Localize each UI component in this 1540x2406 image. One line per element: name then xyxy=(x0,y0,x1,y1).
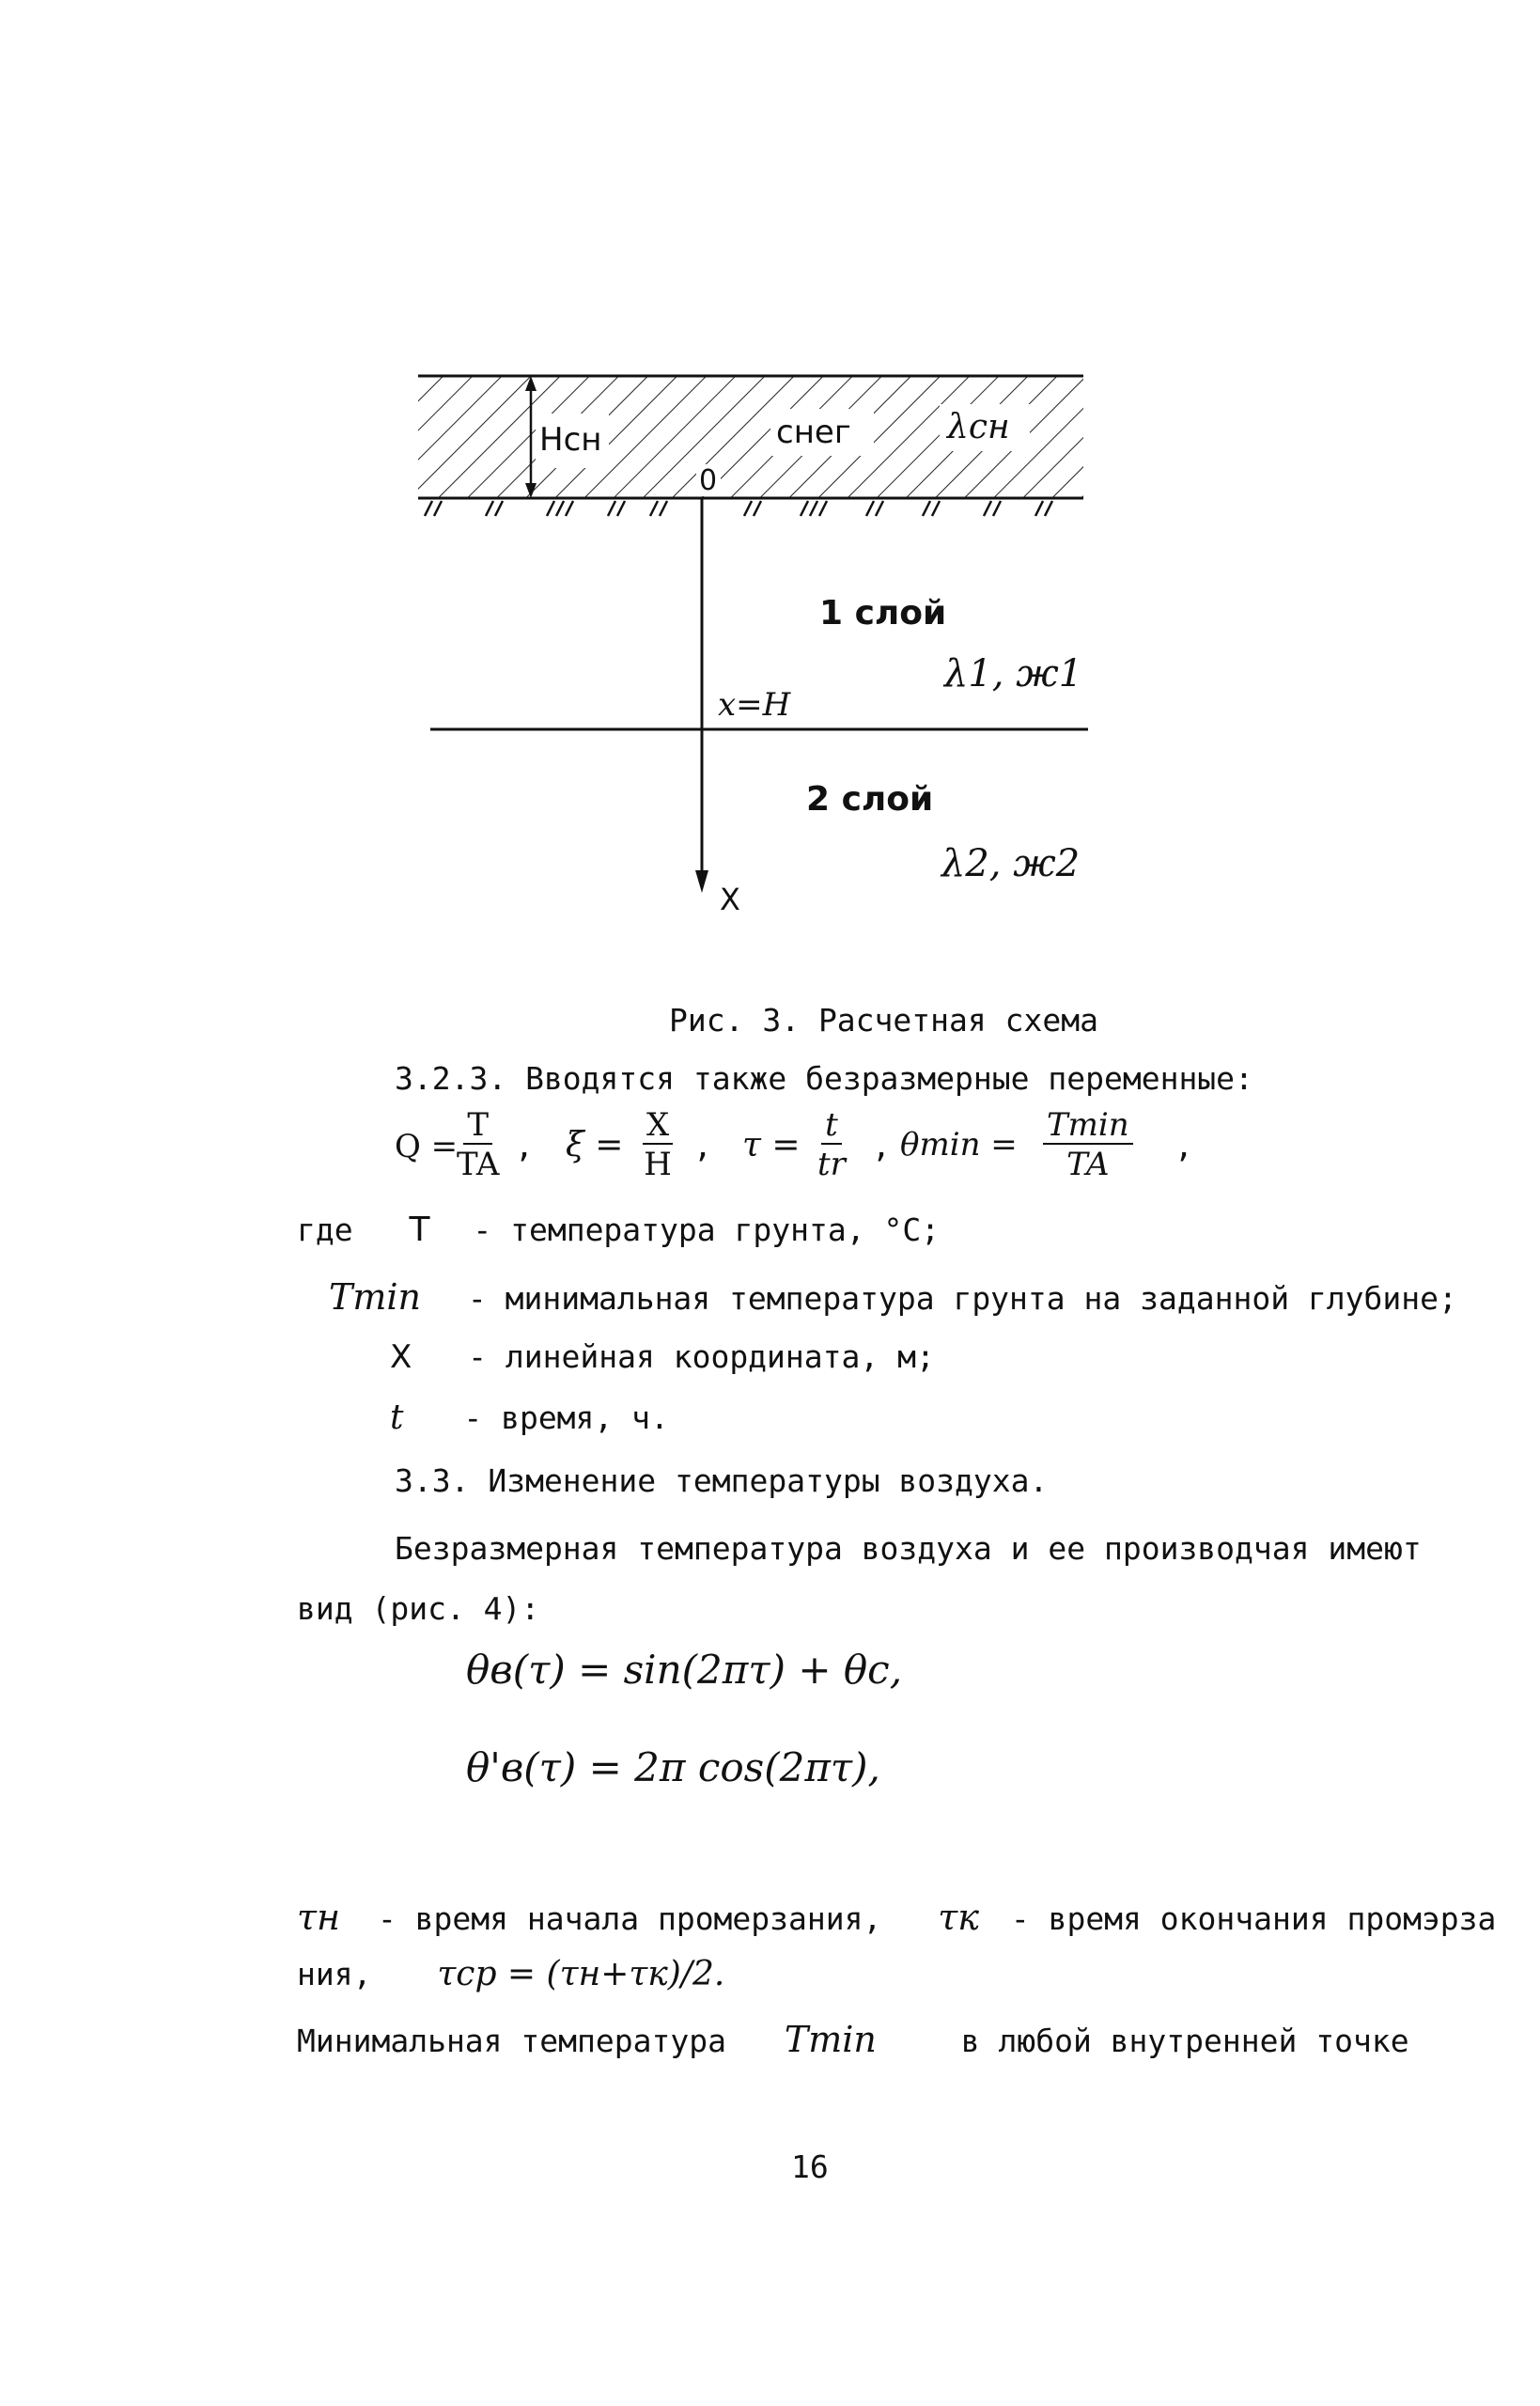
last-line-prefix: Минимальная температура xyxy=(297,2023,726,2059)
definition-symbol: t xyxy=(390,1398,404,1437)
formula-theta-den: TA xyxy=(457,1146,500,1183)
label-boundary: x=H xyxy=(718,686,791,724)
last-line xyxy=(297,2019,1409,2060)
tau-definitions-line-2 xyxy=(297,1955,724,1993)
formula-thmin-lhs: θmin = xyxy=(900,1126,1018,1164)
figure-caption: Рис. 3. Расчетная схема xyxy=(669,1002,1098,1039)
tau-line-2-prefix: ния, xyxy=(297,1956,372,1992)
ground-hatch xyxy=(425,501,1052,516)
definition-text: - линейная координата, м; xyxy=(468,1338,935,1375)
formula-tau-num: t xyxy=(821,1109,842,1145)
section-33-paragraph-line-1: Безразмерная температура воздуха и ее производчая имеют xyxy=(395,1530,1422,1567)
last-line-symbol: Tmin xyxy=(784,2019,877,2060)
definition-symbol: X xyxy=(390,1338,412,1376)
label-origin: 0 xyxy=(699,464,718,497)
tau-definitions-line-1 xyxy=(297,1897,1496,1938)
label-layer-1-params: λ1, ж1 xyxy=(944,652,1083,695)
label-h-snow: Hсн xyxy=(539,421,602,459)
definition-symbol: Tmin xyxy=(329,1276,422,1318)
formula-theta-num: T xyxy=(463,1109,492,1145)
page-number: 16 xyxy=(791,2148,829,2185)
formula-xi-lhs: ξ = xyxy=(566,1126,624,1164)
tau-n-symbol: τн xyxy=(297,1897,341,1938)
figure-scheme xyxy=(0,0,1540,940)
definition-row-4 xyxy=(390,1398,669,1437)
tau-cp-formula: τср = (τн+τк)/2. xyxy=(437,1955,725,1993)
definition-symbol: T xyxy=(409,1211,430,1249)
label-axis-x: X xyxy=(720,882,740,917)
formula-tau-lhs: τ = xyxy=(742,1126,801,1164)
formula-thmin-num: Tmin xyxy=(1043,1109,1133,1145)
tau-k-text: - время окончания промэрза xyxy=(1010,1900,1497,1937)
tau-n-text: - время начала промерзания, xyxy=(377,1900,882,1937)
formula-thmin-den: TA xyxy=(1066,1146,1110,1183)
formula-xi-fraction xyxy=(643,1106,673,1183)
label-lambda-snow: λсн xyxy=(947,408,1010,446)
equation-theta-b: θв(τ) = sin(2πτ) + θс, xyxy=(466,1647,903,1693)
definition-text: - минимальная температура грунта на заданной глубине; xyxy=(467,1280,1457,1317)
label-snow: снег xyxy=(776,414,851,451)
label-layer-2-params: λ2, ж2 xyxy=(941,842,1081,885)
x-axis-arrowhead xyxy=(695,870,708,893)
label-layer-2: 2 слой xyxy=(806,780,934,819)
label-layer-1: 1 слой xyxy=(819,594,947,633)
formula-theta-lhs: Q = xyxy=(395,1128,459,1165)
formula-tau-den: tr xyxy=(817,1146,846,1183)
definition-text: - время, ч. xyxy=(463,1399,669,1436)
formula-tau-fraction xyxy=(817,1106,846,1183)
formula-xi-den: H xyxy=(644,1146,672,1183)
tau-k-symbol: τк xyxy=(938,1897,979,1938)
equation-theta-b-derivative: θ'в(τ) = 2π cos(2πτ), xyxy=(466,1744,880,1790)
formula-xi-num: X xyxy=(643,1109,673,1145)
section-33-heading: 3.3. Изменение температуры воздуха. xyxy=(395,1462,1049,1499)
definition-text: - температура грунта, °C; xyxy=(473,1211,941,1248)
formula-theta-fraction xyxy=(457,1106,500,1183)
definition-row-1 xyxy=(297,1211,940,1249)
last-line-suffix: в любой внутренней точке xyxy=(960,2023,1409,2059)
section-323-heading: 3.2.3. Вводятся также безразмерные переменные: xyxy=(395,1060,1253,1097)
definition-prefix: где xyxy=(297,1211,353,1248)
definition-row-2 xyxy=(329,1276,1457,1318)
section-33-paragraph-line-2: вид (рис. 4): xyxy=(297,1590,540,1627)
definition-row-3 xyxy=(390,1338,935,1376)
formula-thmin-fraction xyxy=(1043,1106,1133,1183)
